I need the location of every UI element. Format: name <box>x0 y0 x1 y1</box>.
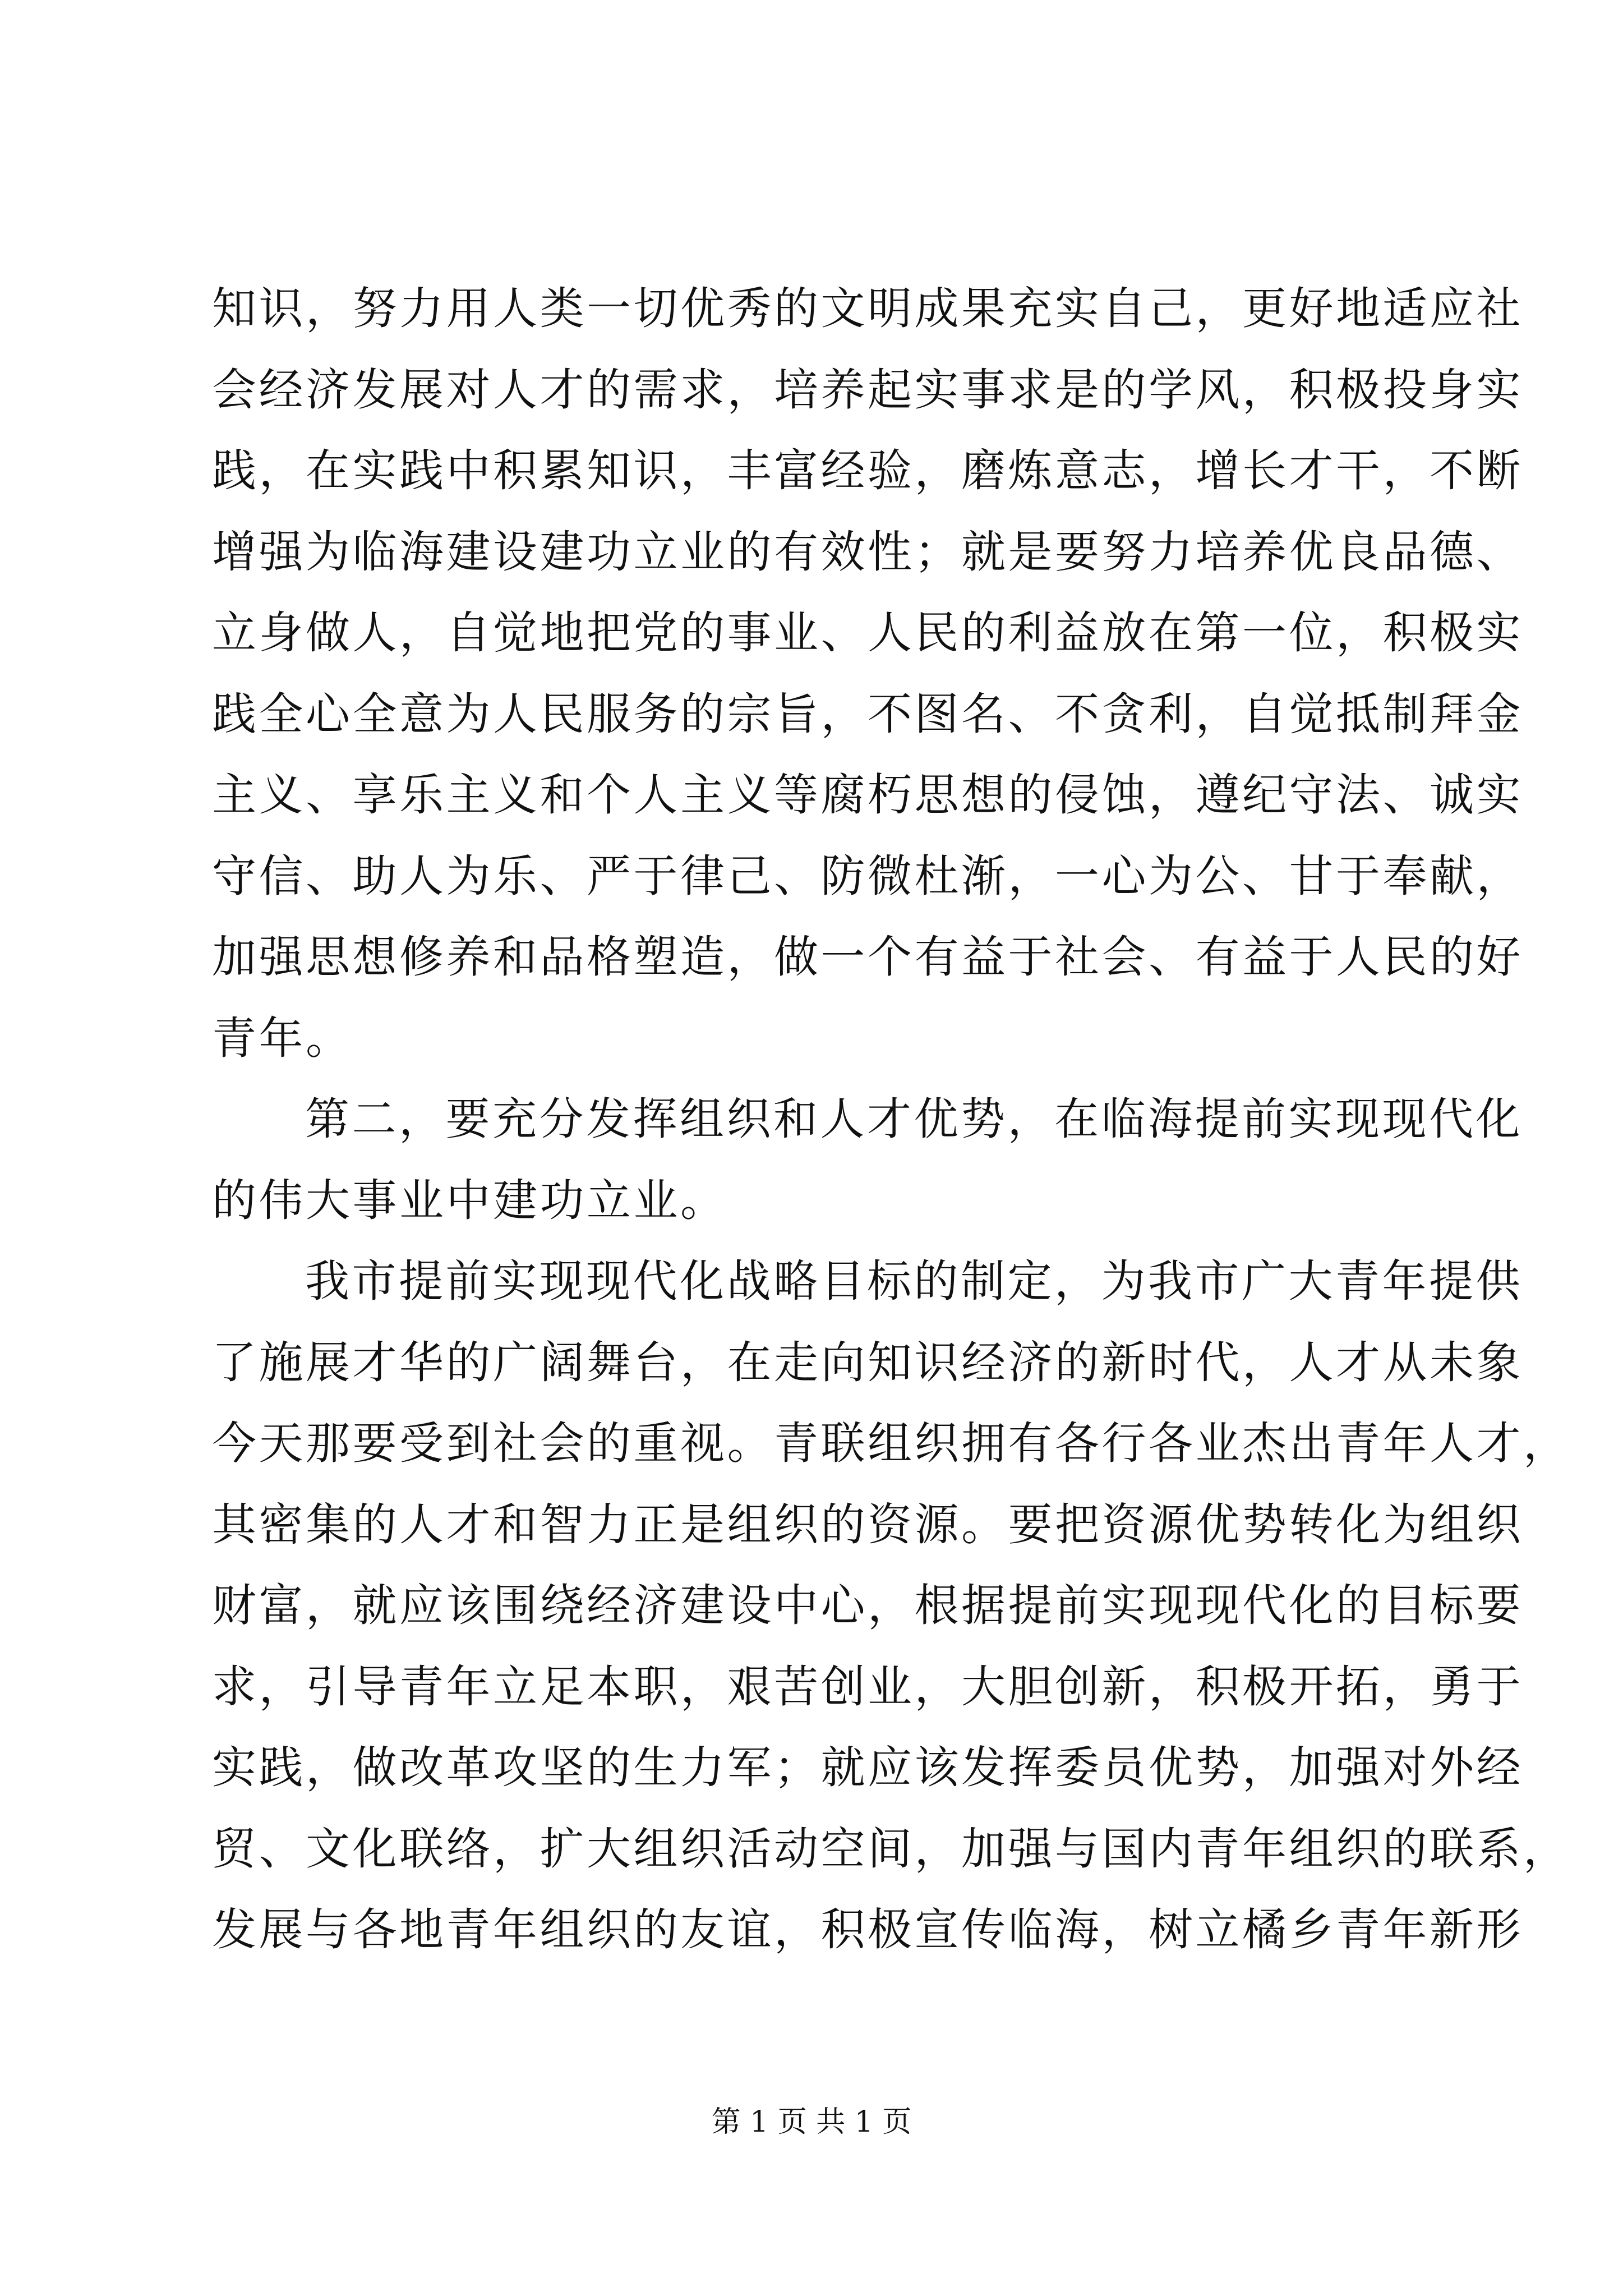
text-line: 知识，努力用人类一切优秀的文明成果充实自己，更好地适应社 <box>212 283 1523 334</box>
text-line: 立身做人，自觉地把党的事业、人民的利益放在第一位，积极实 <box>212 607 1523 659</box>
body-text <box>212 268 1570 1971</box>
text-line: 我市提前实现现代化战略目标的制定，为我市广大青年提供 <box>305 1255 1523 1307</box>
text-line: 的伟大事业中建功立业。 <box>212 1174 727 1226</box>
text-line: 其密集的人才和智力正是组织的资源。要把资源优势转化为组织 <box>212 1498 1523 1550</box>
text-line: 增强为临海建设建功立业的有效性；就是要努力培养优良品德、 <box>212 526 1523 578</box>
text-line: 主义、享乐主义和个人主义等腐朽思想的侵蚀，遵纪守法、诚实 <box>212 769 1523 821</box>
text-line: 青年。 <box>212 1012 353 1064</box>
text-line: 会经济发展对人才的需求，培养起实事求是的学风，积极投身实 <box>212 364 1523 416</box>
text-line: 加强思想修养和品格塑造，做一个有益于社会、有益于人民的好 <box>212 931 1523 983</box>
text-line: 践全心全意为人民服务的宗旨，不图名、不贪利，自觉抵制拜金 <box>212 688 1523 740</box>
text-line: 发展与各地青年组织的友谊，积极宣传临海，树立橘乡青年新形 <box>212 1904 1523 1955</box>
text-line: 实践，做改革攻坚的生力军；就应该发挥委员优势，加强对外经 <box>212 1742 1523 1793</box>
page-footer: 第 1 页 共 1 页 <box>711 2105 912 2139</box>
text-line: 今天那要受到社会的重视。青联组织拥有各行各业杰出青年人才， <box>212 1418 1570 1469</box>
paragraph-heading: 第二，要充分发挥组织和人才优势，在临海提前实现现代化 <box>305 1093 1523 1145</box>
text-line: 财富，就应该围绕经济建设中心，根据提前实现现代化的目标要 <box>212 1580 1523 1631</box>
text-line: 守信、助人为乐、严于律己、防微杜渐，一心为公、甘于奉献， <box>212 850 1523 902</box>
text-line: 求，引导青年立足本职，艰苦创业，大胆创新，积极开拓，勇于 <box>212 1660 1523 1713</box>
text-line: 践，在实践中积累知识，丰富经验，磨炼意志，增长才干，不断 <box>212 445 1523 496</box>
text-line: 了施展才华的广阔舞台，在走向知识经济的新时代，人才从未象 <box>212 1336 1523 1388</box>
text-line: 贸、文化联络，扩大组织活动空间，加强与国内青年组织的联系， <box>212 1823 1570 1875</box>
